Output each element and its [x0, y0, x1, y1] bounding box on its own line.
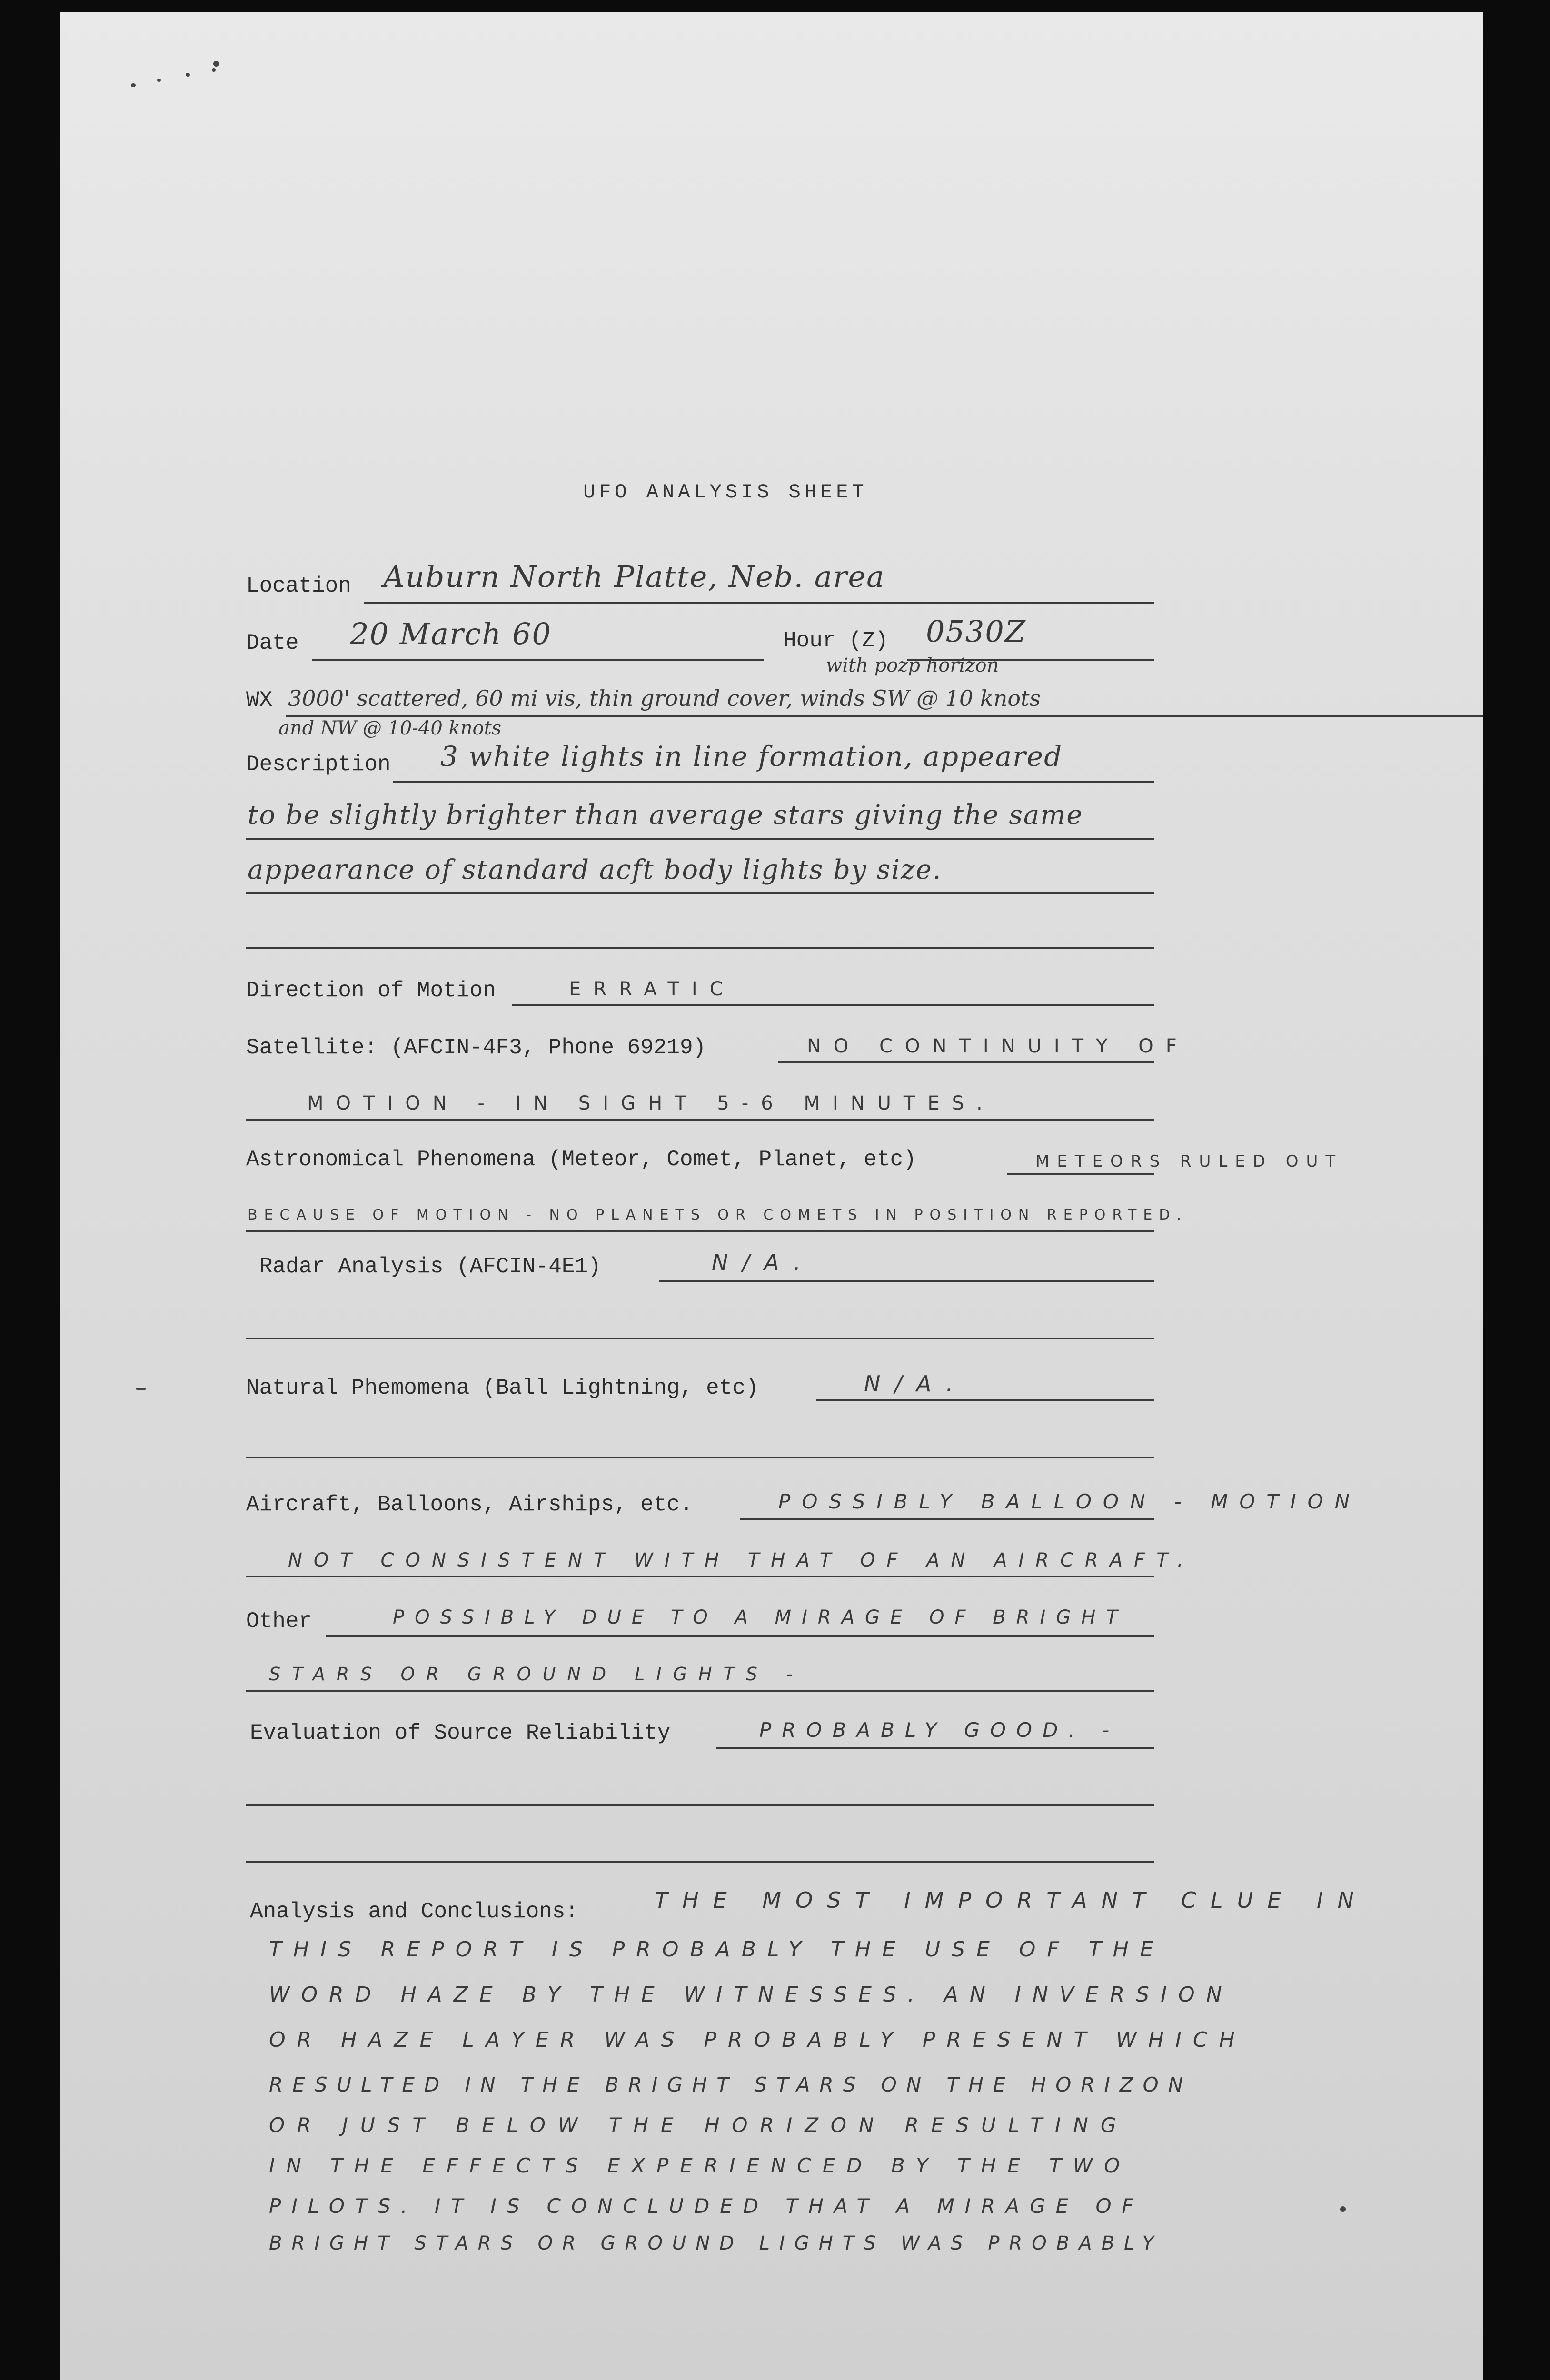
analysis-label: Analysis and Conclusions: — [250, 1899, 579, 1924]
reliability-line-2 — [246, 1804, 1154, 1806]
astronomical-label: Astronomical Phenomena (Meteor, Comet, Planet, etc) — [246, 1147, 916, 1172]
other-value-line-2: STARS OR GROUND LIGHTS - — [269, 1664, 804, 1685]
natural-value: N/A. — [864, 1371, 967, 1397]
location-line — [364, 602, 1154, 604]
description-label: Description — [246, 752, 391, 777]
analysis-line: OR HAZE LAYER WAS PROBABLY PRESENT WHICH — [269, 2028, 1246, 2052]
direction-label: Direction of Motion — [246, 978, 496, 1003]
satellite-line-2 — [246, 1119, 1154, 1121]
description-line-1 — [393, 781, 1154, 783]
radar-label: Radar Analysis (AFCIN-4E1) — [259, 1254, 601, 1279]
reliability-line-3 — [246, 1861, 1154, 1863]
location-label: Location — [246, 574, 351, 598]
astronomical-value-line-1: METEORS RULED OUT — [1035, 1152, 1343, 1171]
satellite-label: Satellite: (AFCIN-4F3, Phone 69219) — [246, 1035, 706, 1060]
analysis-line: BRIGHT STARS OR GROUND LIGHTS WAS PROBABLY — [269, 2232, 1163, 2254]
other-line-2 — [246, 1690, 1154, 1692]
description-value-line-2: to be slightly brighter than average stars giving the same — [248, 800, 1083, 831]
natural-label: Natural Phemomena (Ball Lightning, etc) — [246, 1376, 759, 1400]
astronomical-line-1 — [1007, 1173, 1154, 1175]
hour-label: Hour (Z) — [783, 628, 888, 653]
analysis-line: IN THE EFFECTS EXPERIENCED BY THE TWO — [269, 2154, 1132, 2177]
hour-value: 0530Z — [926, 614, 1026, 649]
reliability-label: Evaluation of Source Reliability — [250, 1721, 671, 1745]
other-line-1 — [326, 1635, 1154, 1637]
description-line-3 — [246, 892, 1154, 894]
analysis-line: RESULTED IN THE BRIGHT STARS ON THE HORIZON — [269, 2073, 1193, 2096]
astronomical-value-line-2: BECAUSE OF MOTION - NO PLANETS OR COMETS IN POSITION REPORTED. — [248, 1207, 1188, 1223]
reliability-line-1 — [716, 1747, 1154, 1749]
form-title: UFO ANALYSIS SHEET — [583, 481, 868, 504]
natural-line-2 — [246, 1457, 1154, 1458]
wx-value-line-1: 3000' scattered, 60 mi vis, thin ground cover, winds SW @ 10 knots — [288, 685, 1041, 711]
analysis-line: PILOTS. IT IS CONCLUDED THAT A MIRAGE OF — [269, 2194, 1144, 2218]
date-line — [312, 659, 764, 661]
film-speck — [136, 1388, 146, 1390]
reliability-value: PROBABLY GOOD. - — [759, 1718, 1120, 1742]
wx-label: WX — [246, 688, 273, 713]
aircraft-line-1 — [740, 1518, 1154, 1520]
satellite-line-1 — [778, 1061, 1154, 1063]
film-speck — [131, 83, 136, 87]
direction-line — [512, 1004, 1154, 1006]
natural-line-1 — [816, 1399, 1154, 1401]
location-value: Auburn North Platte, Neb. area — [383, 559, 885, 594]
analysis-line: THE MOST IMPORTANT CLUE IN — [655, 1887, 1368, 1913]
film-speck — [1340, 2206, 1346, 2212]
aircraft-value-line-2: NOT CONSISTENT WITH THAT OF AN AIRCRAFT. — [288, 1549, 1195, 1571]
description-value-line-3: appearance of standard acft body lights by size. — [248, 854, 942, 885]
satellite-value-line-2: MOTION - IN SIGHT 5-6 MINUTES. — [307, 1092, 995, 1114]
analysis-line: OR JUST BELOW THE HORIZON RESULTING — [269, 2113, 1129, 2137]
film-speck — [213, 61, 219, 67]
other-value-line-1: POSSIBLY DUE TO A MIRAGE OF BRIGHT — [393, 1606, 1128, 1628]
description-value-line-1: 3 white lights in line formation, appeared — [440, 740, 1063, 773]
aircraft-value-line-1: POSSIBLY BALLOON - MOTION — [778, 1490, 1361, 1513]
aircraft-line-2 — [246, 1576, 1154, 1577]
aircraft-label: Aircraft, Balloons, Airships, etc. — [246, 1492, 693, 1517]
analysis-line: WORD HAZE BY THE WITNESSES. AN INVERSION — [269, 1983, 1233, 2007]
astronomical-line-2 — [246, 1230, 1154, 1232]
radar-line-2 — [246, 1338, 1154, 1339]
film-speck — [157, 79, 161, 82]
description-line-4 — [246, 947, 1154, 949]
wx-note: with pozp horizon — [826, 654, 999, 676]
date-value: 20 March 60 — [350, 616, 552, 651]
film-speck — [186, 73, 190, 77]
description-line-2 — [246, 838, 1154, 840]
direction-value: ERRATIC — [569, 978, 735, 1000]
radar-value: N/A. — [712, 1250, 815, 1275]
film-speck — [212, 68, 216, 72]
wx-value-line-2: and NW @ 10-40 knots — [278, 717, 502, 739]
analysis-sheet — [60, 12, 1483, 2380]
date-label: Date — [246, 631, 299, 655]
radar-line-1 — [659, 1280, 1154, 1282]
analysis-line: THIS REPORT IS PROBABLY THE USE OF THE — [269, 1937, 1165, 1962]
satellite-value-line-1: NO CONTINUITY OF — [807, 1035, 1189, 1057]
other-label: Other — [246, 1609, 312, 1634]
